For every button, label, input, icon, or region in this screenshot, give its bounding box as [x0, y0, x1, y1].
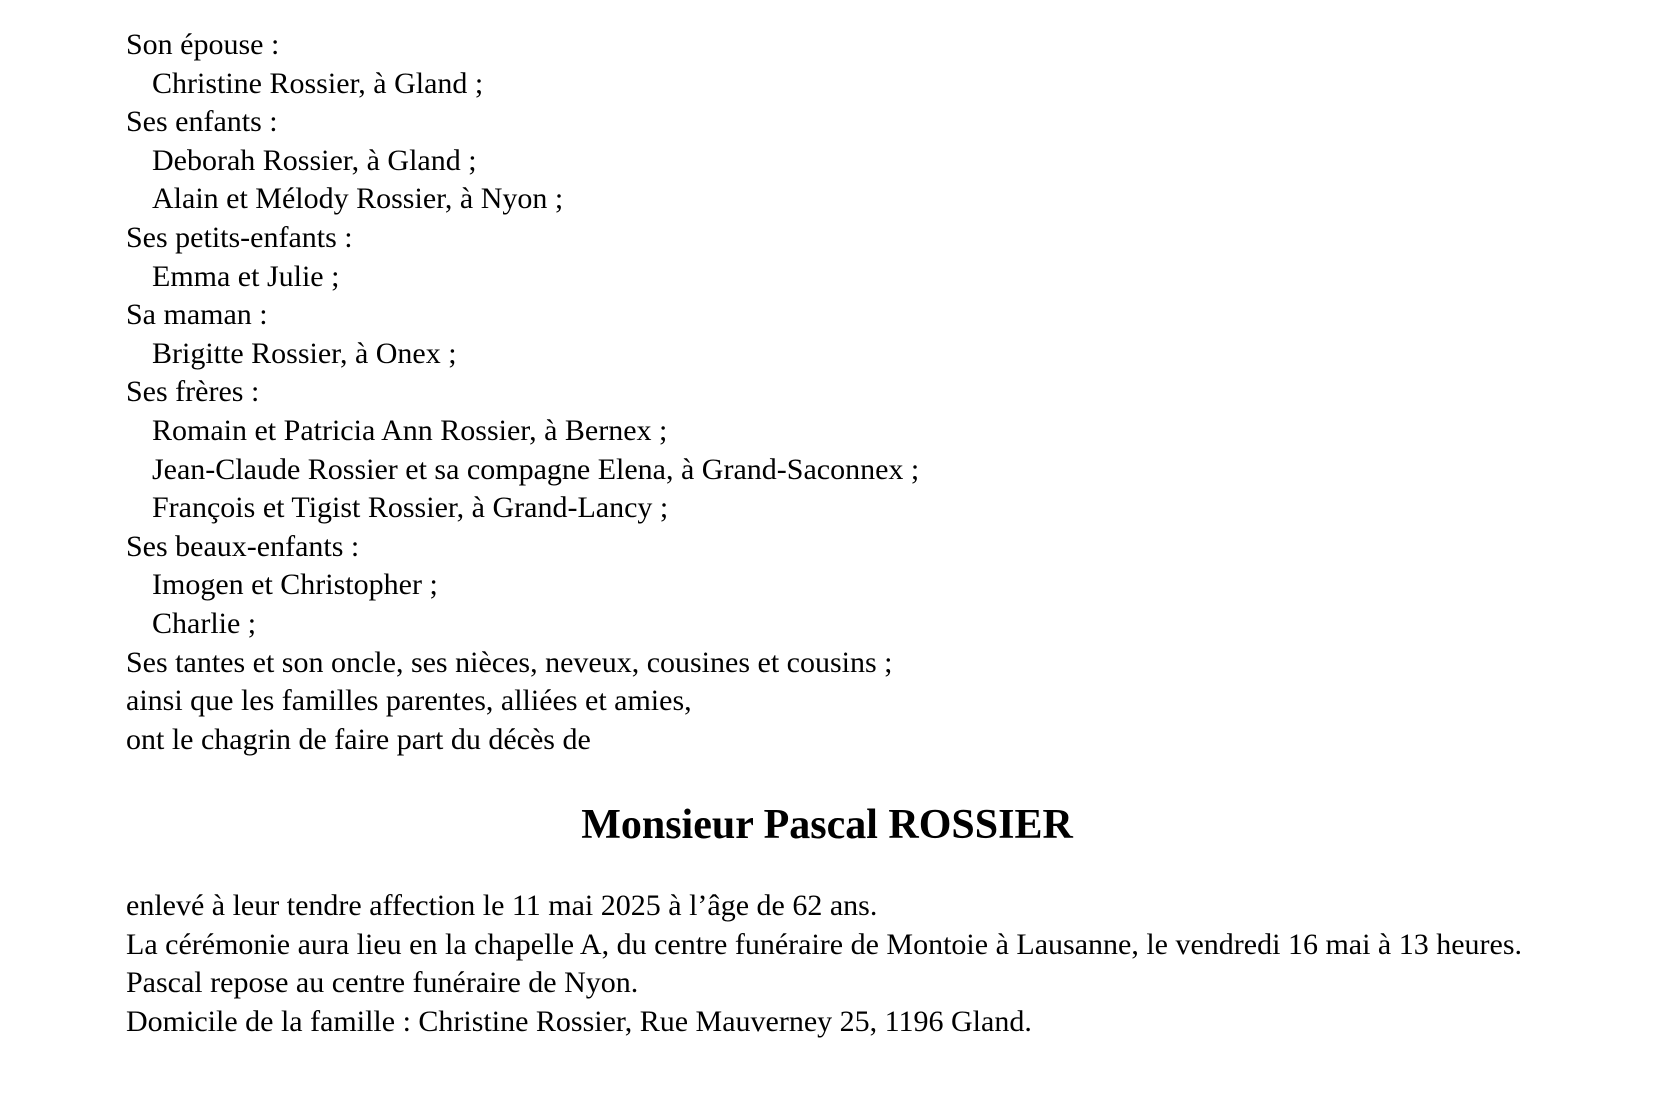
family-line: ont le chagrin de faire part du décès de [126, 722, 591, 756]
family-line: Ses tantes et son oncle, ses nièces, neveux, cousines et cousins ; [126, 645, 893, 679]
family-line: Ses beaux-enfants : [126, 529, 360, 563]
family-line: Deborah Rossier, à Gland ; [152, 143, 477, 177]
family-line: Jean-Claude Rossier et sa compagne Elena, à Grand-Saconnex ; [152, 452, 920, 486]
family-line: Son épouse : [126, 28, 280, 61]
family-line: Ses petits-enfants : [126, 220, 353, 254]
death-date-line: enlevé à leur tendre affection le 11 mai 2025 à l’âge de 62 ans. [126, 889, 878, 922]
family-line: Ses frères : [126, 375, 260, 409]
deceased-name-heading: Monsieur Pascal ROSSIER [581, 802, 1073, 848]
family-line: François et Tigist Rossier, à Grand-Lancy ; [152, 491, 669, 525]
family-line: Sa maman : [126, 298, 268, 332]
ceremony-line: La cérémonie aura lieu en la chapelle A, du centre funéraire de Montoie à Lausanne, le vendredi 16 mai à 13 heures. [126, 927, 1523, 961]
family-line: Brigitte Rossier, à Onex ; [152, 336, 457, 370]
family-line: ainsi que les familles parentes, alliées et amies, [126, 684, 692, 718]
family-address-line: Domicile de la famille : Christine Rossier, Rue Mauverney 25, 1196 Gland. [126, 1004, 1032, 1038]
rest-location-line: Pascal repose au centre funéraire de Nyon. [126, 966, 639, 1000]
family-line: Charlie ; [152, 606, 257, 640]
family-line: Imogen et Christopher ; [152, 568, 438, 602]
family-line: Emma et Julie ; [152, 259, 340, 293]
family-line: Ses enfants : [126, 105, 278, 139]
details-block [126, 887, 1546, 1041]
family-line: Alain et Mélody Rossier, à Nyon ; [152, 182, 564, 216]
family-line: Christine Rossier, à Gland ; [152, 66, 484, 100]
family-line: Romain et Patricia Ann Rossier, à Bernex ; [152, 413, 668, 447]
family-list [126, 26, 1546, 759]
